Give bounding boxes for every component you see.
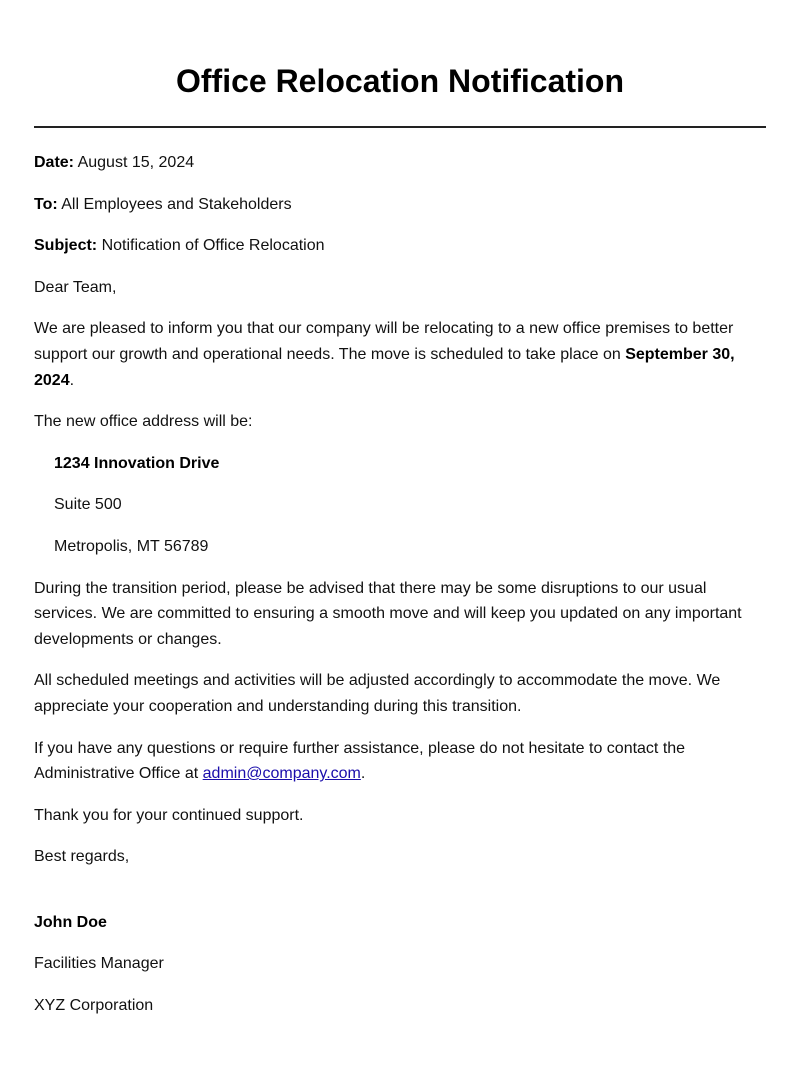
date-line [34,150,766,176]
subject-value: Notification of Office Relocation [101,237,325,255]
letter-body [34,150,766,1035]
contact-end: . [360,765,366,783]
to-value: All Employees and Stakeholders [61,195,292,213]
intro-end: . [69,371,75,389]
to-label: To: [34,195,58,213]
signature-spacer [34,886,766,910]
transition-paragraph: During the transition period, please be advised that there may be some disruptions to our usual services. We are committed to ensuring a smooth move and will keep you updated on any important developments or changes. [34,579,742,648]
signature-company: XYZ Corporation [34,997,154,1015]
address-street [34,451,766,477]
address-intro: The new office address will be: [34,413,253,431]
salutation: Dear Team, [34,278,117,296]
page-title: Office Relocation Notification [175,63,625,99]
thanks-line: Thank you for your continued support. [34,806,304,824]
intro-paragraph [34,316,766,393]
intro-text: We are pleased to inform you that our company will be relocating to a new office premises to better support our growth and operational needs. The move is scheduled to take place on [34,320,734,363]
closing-line: Best regards, [34,848,130,866]
address-city: Metropolis, MT 56789 [54,537,209,555]
date-label: Date: [34,154,75,171]
signature-name [34,910,766,936]
title-divider [34,126,766,128]
move-date: September 30, 2024 [34,345,735,389]
meetings-paragraph: All scheduled meetings and activities will be adjusted accordingly to accommodate the move. We appreciate your cooperation and understanding during this transition. [34,672,721,715]
contact-text: If you have any questions or require further assistance, please do not hesitate to contact the Administrative Office at [34,739,686,783]
address-suite: Suite 500 [54,496,122,514]
signature-name-text: John Doe [34,913,107,931]
address-street-text: 1234 Innovation Drive [54,454,220,472]
subject-line [34,233,766,259]
signature-title: Facilities Manager [34,955,164,973]
date-value: August 15, 2024 [77,154,195,171]
subject-label: Subject: [34,237,98,255]
to-line [34,192,766,218]
contact-paragraph [34,736,766,787]
email-link[interactable]: admin@company.com [202,765,361,783]
